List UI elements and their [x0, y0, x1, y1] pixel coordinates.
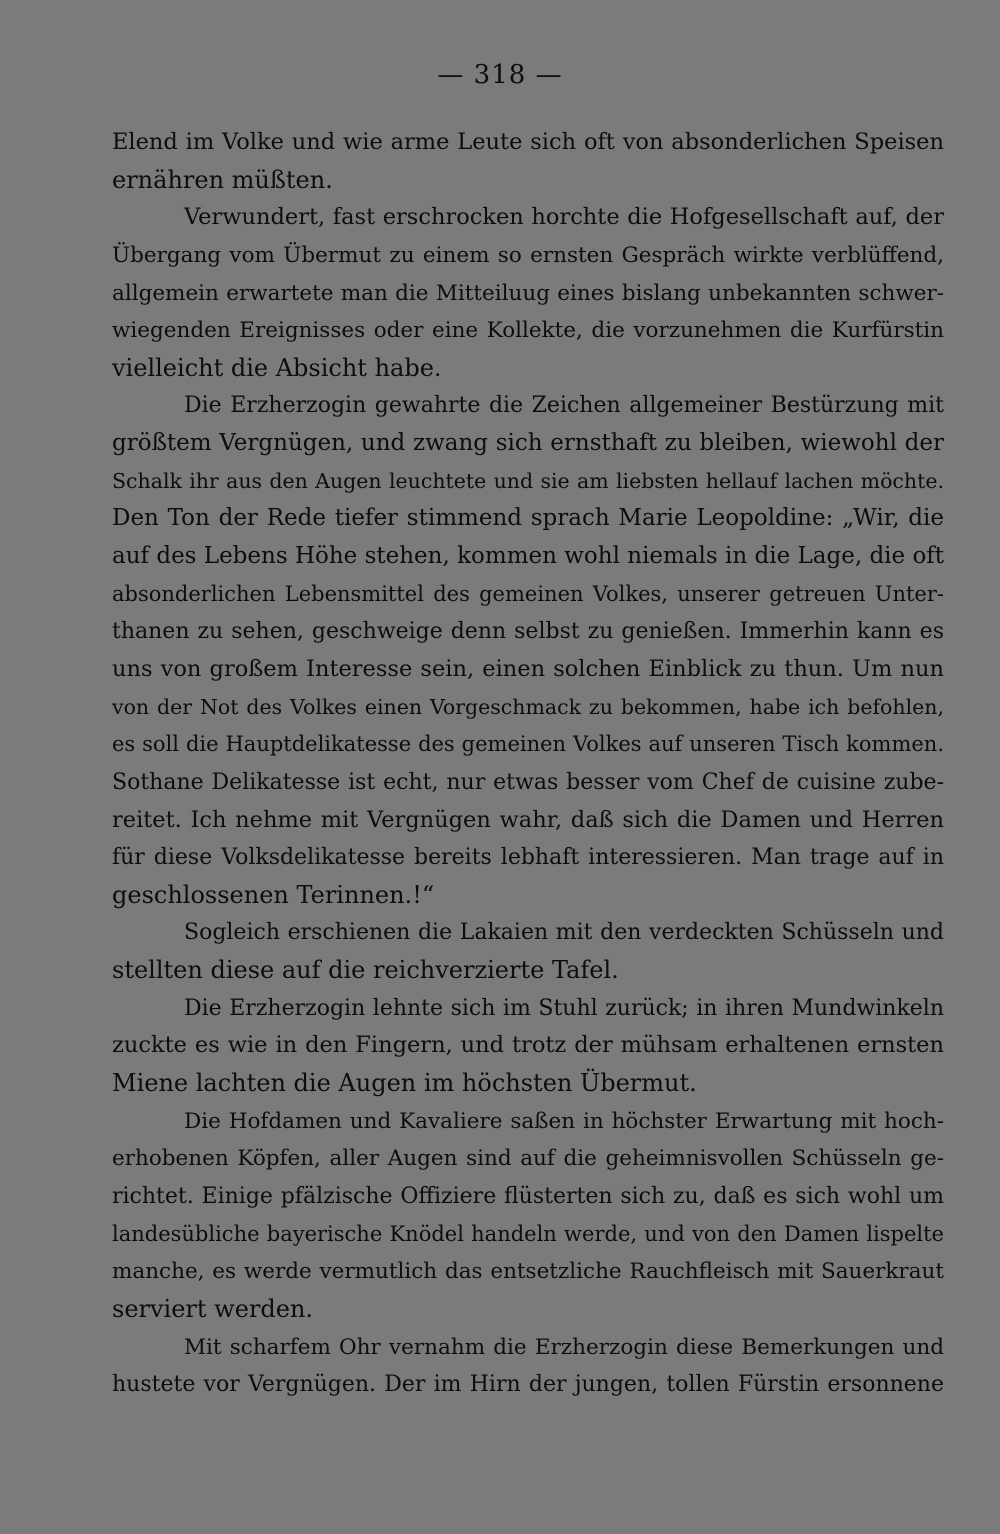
page-number: — 318 — — [437, 60, 563, 90]
text-line: Sothane Delikatesse ist echt, nur etwas besser vom Chef de cuisine zube- — [112, 769, 944, 795]
text-line: zuckte es wie in den Fingern, und trotz der mühsam erhaltenen ernsten — [112, 1032, 944, 1059]
text-line: auf des Lebens Höhe stehen, kommen wohl niemals in die Lage, die oft — [112, 543, 944, 570]
text-line: Schalk ihr aus den Augen leuchtete und sie am liebsten hellauf lachen möchte. — [112, 468, 944, 493]
text-line: vielleicht die Absicht habe. — [112, 353, 442, 382]
text-line: Die Hofdamen und Kavaliere saßen in höchster Erwartung mit hoch- — [184, 1108, 944, 1134]
text-line: Mit scharfem Ohr vernahm die Erzherzogin diese Bemerkungen und — [184, 1334, 944, 1360]
text-line: ernähren müßten. — [112, 165, 333, 194]
text-line: absonderlichen Lebensmittel des gemeinen Volkes, unserer getreuen Unter- — [112, 581, 944, 606]
text-line: Den Ton der Rede tiefer stimmend sprach Marie Leopoldine: „Wir, die — [112, 505, 944, 532]
text-line: größtem Vergnügen, und zwang sich ernsthaft zu bleiben, wiewohl der — [112, 430, 944, 457]
text-line: Übergang vom Übermut zu einem so ernsten Gespräch wirkte verblüffend, — [112, 242, 944, 268]
text-line: Sogleich erschienen die Lakaien mit den verdeckten Schüsseln und — [184, 920, 944, 946]
body-text — [112, 124, 944, 1404]
text-line: erhobenen Köpfen, aller Augen sind auf die geheimnisvollen Schüsseln ge- — [112, 1146, 944, 1172]
text-line: serviert werden. — [112, 1294, 314, 1323]
text-line: reitet. Ich nehme mit Vergnügen wahr, daß sich die Damen und Herren — [112, 806, 944, 833]
text-line: geschlossenen Terinnen.!“ — [112, 880, 435, 909]
text-line: allgemein erwartete man die Mitteiluug eines bislang unbekannten schwer- — [112, 280, 944, 306]
text-line: wiegenden Ereignisses oder eine Kollekte, die vorzunehmen die Kurfürstin — [112, 318, 944, 344]
text-line: es soll die Hauptdelikatesse des gemeinen Volkes auf unseren Tisch kommen. — [112, 732, 944, 757]
text-line: richtet. Einige pfälzische Offiziere flüsterten sich zu, daß es sich wohl um — [112, 1183, 944, 1209]
text-line: landesübliche bayerische Knödel handeln werde, und von den Damen lispelte — [112, 1221, 944, 1246]
text-line: Miene lachten die Augen im höchsten Übermut. — [112, 1069, 697, 1098]
text-line: Elend im Volke und wie arme Leute sich oft von absonderlichen Speisen — [112, 129, 944, 155]
text-line: manche, es werde vermutlich das entsetzliche Rauchfleisch mit Sauerkraut — [112, 1259, 944, 1285]
text-line: Die Erzherzogin lehnte sich im Stuhl zurück; in ihren Mundwinkeln — [184, 995, 944, 1021]
text-line: von der Not des Volkes einen Vorgeschmack zu bekommen, habe ich befohlen, — [112, 694, 944, 719]
text-line: stellten diese auf die reichverzierte Tafel. — [112, 956, 619, 985]
text-line: Die Erzherzogin gewahrte die Zeichen allgemeiner Bestürzung mit — [184, 393, 944, 419]
text-line: uns von großem Interesse sein, einen solchen Einblick zu thun. Um nun — [112, 655, 944, 682]
text-line: thanen zu sehen, geschweige denn selbst zu genießen. Immerhin kann es — [112, 619, 944, 645]
text-line: für diese Volksdelikatesse bereits lebhaft interessieren. Man trage auf in — [112, 845, 944, 871]
text-line: Verwundert, fast erschrocken horchte die Hofgesellschaft auf, der — [184, 204, 944, 231]
text-line: hustete vor Vergnügen. Der im Hirn der jungen, tollen Fürstin ersonnene — [112, 1372, 944, 1398]
